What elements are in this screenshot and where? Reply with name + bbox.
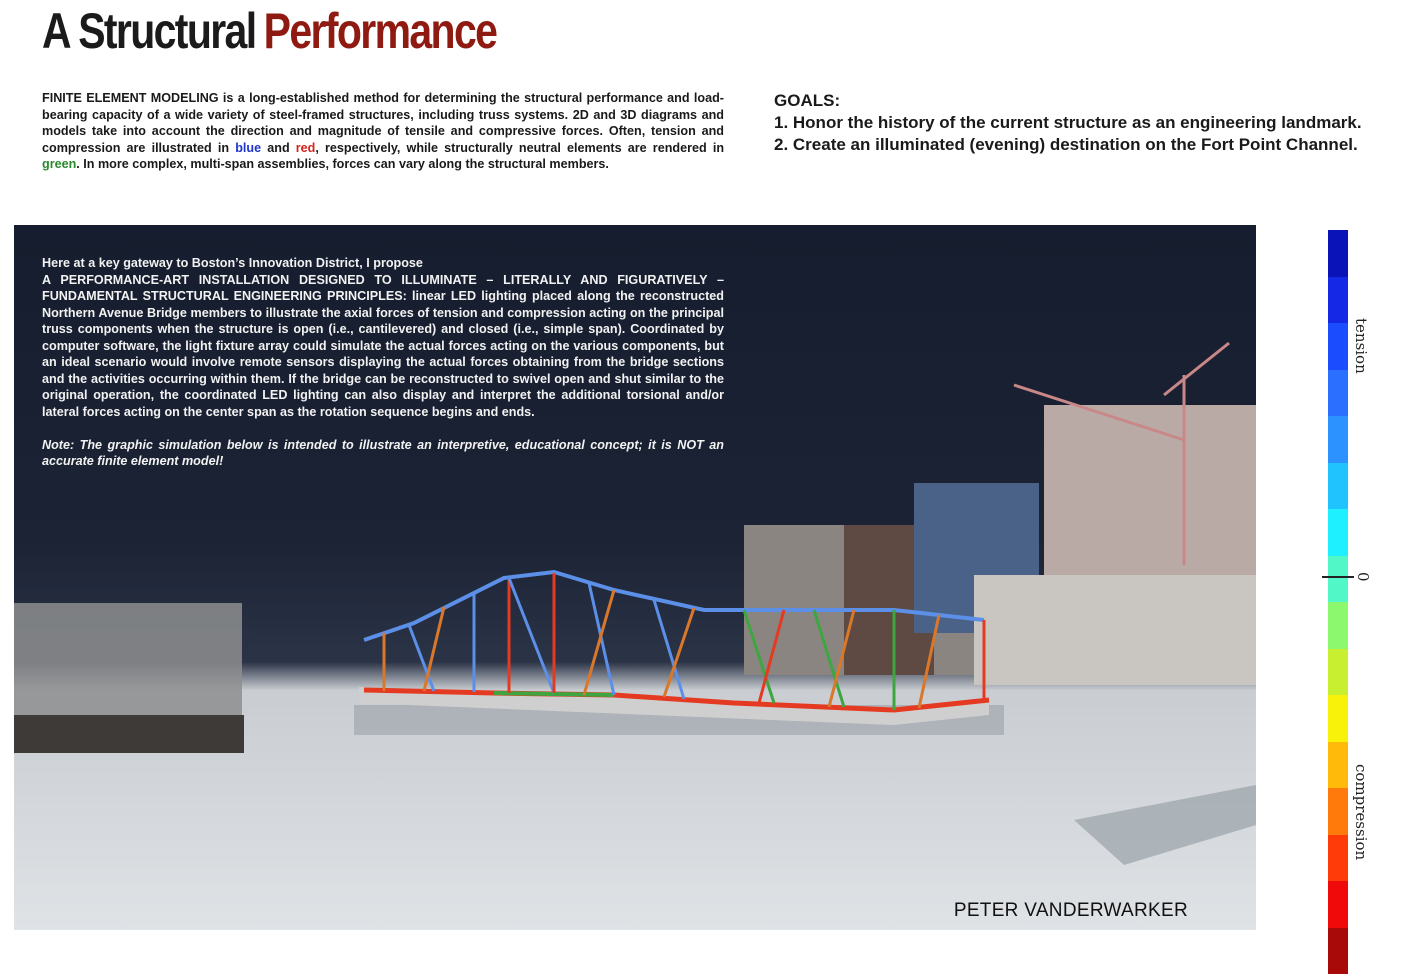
goals-block [774, 90, 1419, 156]
proposal-text [42, 255, 724, 470]
legend-compression-label: compression [1352, 764, 1370, 861]
proposal-intro-line: Here at a key gateway to Boston’s Innovation District, I propose [42, 256, 423, 270]
bridge-rendering [14, 225, 1256, 930]
legend-color-segment [1328, 788, 1348, 835]
intro-blue-word: blue [235, 140, 262, 155]
left-pier-structure [14, 603, 242, 715]
intro-and: and [261, 140, 296, 155]
legend-color-segment [1328, 742, 1348, 789]
legend-tension-label: tension [1352, 318, 1370, 374]
legend-color-segment [1328, 695, 1348, 742]
intro-red-word: red [295, 140, 316, 155]
force-color-scale [1328, 230, 1348, 928]
left-pier-deck [14, 715, 244, 753]
proposal-body: A PERFORMANCE-ART INSTALLATION DESIGNED TO ILLUMINATE – LITERALLY AND FIGURATIVELY – FUNDAMENTAL STRUCTURAL ENGINEERING PRINCIPLES: linear LED lighting placed along the reconstructed Northern Avenue Bridge members to illustrate the axial forces of tension and compression acting on the principal truss components when the structure is open (i.e., cantilevered) and closed (i.e., simple span). Coordinated by computer software, the light fixture array could simulate the actual forces acting on the various components, but an ideal scenario would involve remote sensors displaying the actual forces obtaining from the bridge sections and the activities occurring within them. If the bridge can be reconstructed to swivel open and shut similar to the original operation, the coordinated LED lighting can also display and interpret the additional torsional and/or lateral forces acting on the center span as the rotation sequence begins and ends. [42, 272, 724, 419]
goal-item-2: 2. Create an illuminated (evening) destination on the Fort Point Channel. [774, 135, 1358, 154]
intro-mid: , respectively, while structurally neutral elements are rendered in [315, 140, 725, 155]
truss-member [409, 625, 434, 691]
legend-color-segment [1328, 602, 1348, 649]
legend-color-segment [1328, 370, 1348, 417]
truss-member [509, 578, 554, 693]
foreground-railing [1074, 785, 1256, 865]
building-lower-block [974, 575, 1256, 685]
legend-color-segment [1328, 556, 1348, 603]
legend-color-segment [1328, 835, 1348, 882]
legend-color-segment [1328, 230, 1348, 277]
truss-bottom-neutral [494, 693, 614, 695]
author-signature: PETER VANDERWARKER [953, 900, 1188, 921]
legend-zero-label: 0 [1354, 572, 1372, 582]
legend-color-segment [1328, 277, 1348, 324]
truss-member [424, 607, 444, 691]
legend-color-segment [1328, 509, 1348, 556]
crane-jib [1164, 343, 1229, 395]
intro-green-word: green [42, 157, 77, 171]
legend-color-segment [1328, 416, 1348, 463]
zero-tick-mark [1322, 576, 1354, 578]
intro-paragraph [42, 90, 724, 173]
proposal-note: Note: The graphic simulation below is intended to illustrate an interpretive, educational concept; it is NOT an accurate finite element model! [42, 437, 724, 468]
legend-color-segment [1328, 928, 1348, 974]
title-word-structural: A Structural [42, 3, 256, 59]
legend-color-segment [1328, 323, 1348, 370]
legend-color-segment [1328, 649, 1348, 696]
legend-color-segment [1328, 881, 1348, 928]
goal-item-1: 1. Honor the history of the current structure as an engineering landmark. [774, 113, 1362, 132]
page-title [42, 2, 496, 60]
intro-lead: FINITE ELEMENT MODELING is a long-established method for determining the structural performance and load-bearing capacity of a wide variety of steel-framed structures, including truss systems. 2D and 3D diagrams and models take into account the direction and magnitude of tensile and compressive forces. Often, tension and compression are illustrated in [42, 91, 724, 155]
title-word-performance: Performance [263, 3, 497, 59]
goals-heading: GOALS: [774, 91, 841, 110]
intro-tail: . In more complex, multi-span assemblies, forces can vary along the structural members. [76, 157, 609, 171]
legend-color-segment [1328, 463, 1348, 510]
